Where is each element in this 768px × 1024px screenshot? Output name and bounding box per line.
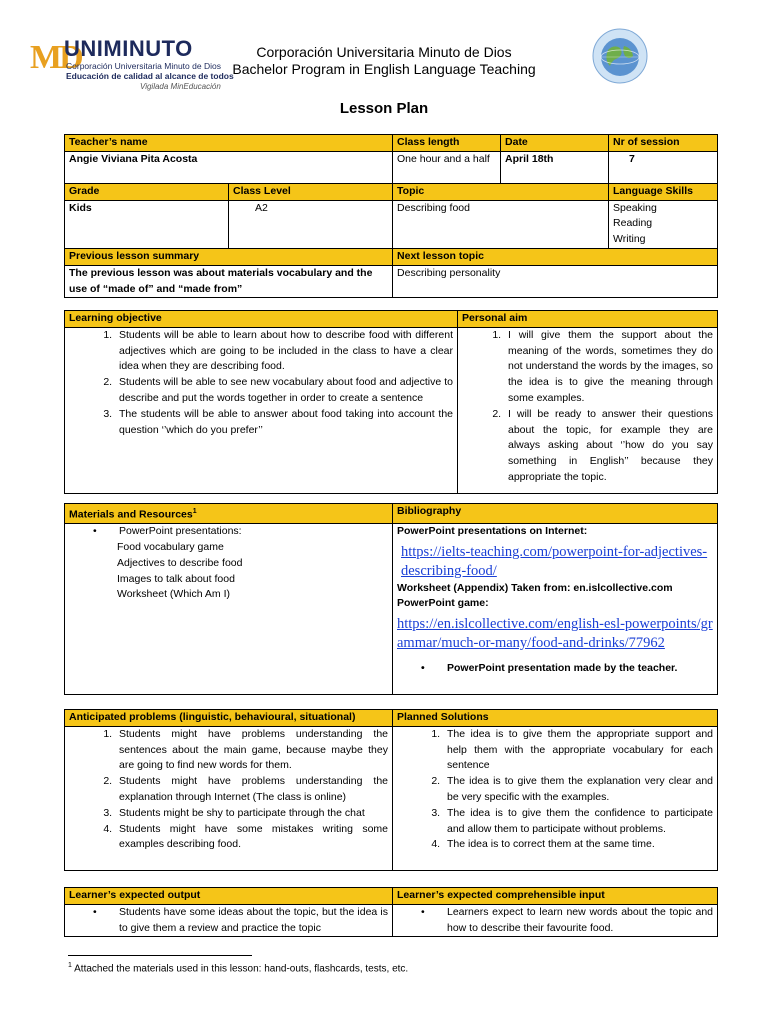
learning-objective-list	[69, 328, 453, 439]
logo-tagline: Educación de calidad al alcance de todos	[66, 71, 234, 81]
learning-objective-cell	[65, 327, 458, 493]
topic-value: Describing food	[393, 200, 609, 248]
class-length-value: One hour and a half	[393, 151, 501, 183]
list-item: 2. I will be ready to answer their questions about the topic, for example they are always asking about ‘’how do you say something in English’’ because they appropriate the topic.	[504, 407, 713, 486]
date-label: Date	[501, 135, 609, 152]
list-item: 2. Students might have problems understanding the explanation through Internet (The class is online)	[115, 774, 388, 806]
general-info-table	[64, 134, 718, 298]
logo-name: UNIMINUTO	[64, 36, 193, 61]
header-title-line2: Bachelor Program in English Language Teaching	[232, 61, 536, 77]
teacher-name-label: Teacher’s name	[65, 135, 393, 152]
class-level-value: A2	[229, 200, 393, 248]
class-length-label: Class length	[393, 135, 501, 152]
next-lesson-value: Describing personality	[393, 265, 718, 298]
list-item: 3. The idea is to give them the confidence to participate and allow them to participate without problems.	[443, 806, 713, 838]
date-value: April 18th	[501, 151, 609, 183]
bib-list	[397, 661, 713, 677]
materials-label	[65, 504, 393, 524]
logo-vigilada: Vigilada MinEducación	[140, 82, 221, 91]
footnote-text: Attached the materials used in this lesson: hand-outs, flashcards, tests, etc.	[71, 963, 409, 975]
problems-list	[69, 727, 388, 853]
list-item: 2. The idea is to give them the explanation very clear and be very specific with the examples.	[443, 774, 713, 806]
materials-table	[64, 503, 718, 695]
bibliography-cell	[393, 524, 718, 695]
footnote	[68, 962, 408, 974]
list-item: • PowerPoint presentations:	[115, 524, 388, 540]
previous-lesson-label: Previous lesson summary	[65, 248, 393, 265]
bib-link-islcollective[interactable]: https://en.islcollective.com/english-esl-powerpoints/grammar/much-or-many/food-and-drinks/77962	[397, 616, 713, 652]
header-title-line1: Corporación Universitaria Minuto de Dios	[256, 44, 512, 60]
problems-cell	[65, 726, 393, 870]
problems-table	[64, 709, 718, 871]
list-item: 1. I will give them the support about the meaning of the words, sometimes they do not understand the words by the images, so the idea is to give the meaning through some examples.	[504, 328, 713, 407]
grade-value: Kids	[65, 200, 229, 248]
language-skills-label: Language Skills	[609, 183, 718, 200]
previous-lesson-value: The previous lesson was about materials vocabulary and the use of “made of” and “made from”	[65, 265, 393, 298]
expected-input-label: Learner’s expected comprehensible input	[393, 888, 718, 905]
material-item: Worksheet (Which Am I)	[117, 588, 230, 601]
personal-aim-label: Personal aim	[458, 311, 718, 328]
list-item: • Students have some ideas about the topic, but the idea is to give them a review and practice the topic	[115, 905, 388, 937]
list-item: 4. The idea is to correct them at the same time.	[443, 837, 713, 853]
class-level-label: Class Level	[229, 183, 393, 200]
output-table	[64, 887, 718, 937]
materials-list	[69, 524, 388, 540]
solutions-list	[397, 727, 713, 853]
planned-solutions-label: Planned Solutions	[393, 710, 718, 727]
material-item: Food vocabulary game	[117, 541, 224, 554]
grade-label: Grade	[65, 183, 229, 200]
expected-input-list	[397, 905, 713, 937]
bib-game-label: PowerPoint game:	[397, 597, 489, 610]
list-item: 4. Students might have some mistakes writing some examples describing food.	[115, 822, 388, 854]
objectives-table	[64, 310, 718, 494]
solutions-cell	[393, 726, 718, 870]
list-item: 1. Students might have problems understanding the sentences about the main game, because maybe they are going to find new words for them.	[115, 727, 388, 774]
list-item: 1. Students will be able to learn about how to describe food with different adjectives which are going to be included in the class to have a clear idea when they are describing food.	[115, 328, 453, 375]
next-lesson-label: Next lesson topic	[393, 248, 718, 265]
footnote-divider	[68, 955, 252, 956]
language-skills-list	[609, 200, 718, 248]
skill-item: Speaking	[613, 201, 657, 214]
materials-label-text: Materials and Resources	[69, 508, 193, 521]
material-item: Adjectives to describe food	[117, 556, 243, 569]
expected-input-cell	[393, 904, 718, 937]
list-item: 3. The students will be able to answer about food taking into account the question ‘’which do you prefer’’	[115, 407, 453, 439]
bib-ppt-label: PowerPoint presentations on Internet:	[397, 525, 588, 538]
list-item: 2. Students will be able to see new vocabulary about food and adjective to describe and put the words together in order to create a sentence	[115, 375, 453, 407]
list-item: • PowerPoint presentation made by the teacher.	[443, 661, 713, 677]
skill-item: Reading	[613, 217, 653, 230]
bibliography-label: Bibliography	[393, 504, 718, 524]
bib-link-ielts[interactable]: https://ielts-teaching.com/powerpoint-for-adjectives-describing-food/	[401, 544, 708, 579]
anticipated-problems-label: Anticipated problems (linguistic, behavioural, situational)	[65, 710, 393, 727]
skill-item: Writing	[613, 233, 646, 246]
bib-worksheet: Worksheet (Appendix) Taken from: en.islcollective.com	[397, 581, 673, 594]
list-item: 1. The idea is to give them the appropriate support and help them with the appropriate vocabulary for each sentence	[443, 727, 713, 774]
teacher-name-value: Angie Viviana Pita Acosta	[65, 151, 393, 183]
material-item: Images to talk about food	[117, 572, 235, 585]
list-item: • Learners expect to learn new words about the topic and how to describe their favourite food.	[443, 905, 713, 937]
expected-output-cell	[65, 904, 393, 937]
list-item: 3. Students might be shy to participate through the chat	[115, 806, 388, 822]
materials-cell	[65, 524, 393, 695]
personal-aim-cell	[458, 327, 718, 493]
logo-subtitle: Corporación Universitaria Minuto de Dios	[66, 61, 221, 71]
expected-output-label: Learner’s expected output	[65, 888, 393, 905]
topic-label: Topic	[393, 183, 609, 200]
footnote-mark: 1	[192, 508, 197, 515]
footnote-number: 1	[68, 962, 72, 969]
session-label: Nr of session	[609, 135, 718, 152]
logo-md-mark: MD	[30, 39, 81, 76]
globe-icon	[590, 26, 650, 86]
personal-aim-list	[462, 328, 713, 486]
expected-output-list	[69, 905, 388, 937]
session-value: 7	[609, 151, 718, 183]
learning-objective-label: Learning objective	[65, 311, 458, 328]
lesson-plan-title: Lesson Plan	[339, 100, 429, 117]
uniminuto-logo	[30, 30, 234, 94]
header-title	[200, 44, 568, 78]
